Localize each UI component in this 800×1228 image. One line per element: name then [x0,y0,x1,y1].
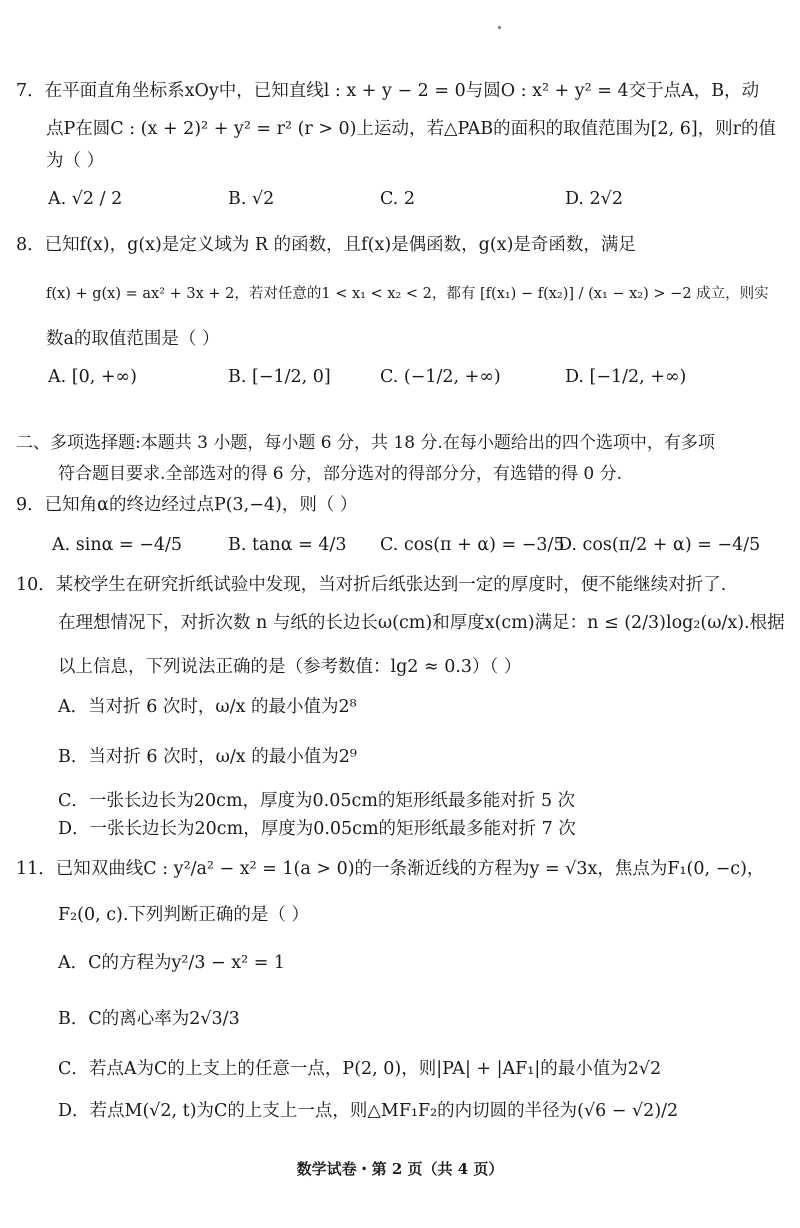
q7-line-1: 7．在平面直角坐标系xOy中，已知直线l : x + y − 2 = 0与圆O : x² + y² = 4交于点A，B，动 [16,81,760,101]
q8-line-3: 数a的取值范围是（ ） [46,329,220,349]
q10-line-1: 10．某校学生在研究折纸试验中发现，当对折后纸张达到一定的厚度时，便不能继续对折了. [16,575,727,595]
q11-option-a: A．C的方程为y²/3 − x² = 1 [58,953,286,973]
section-2-heading-line-1: 二、多项选择题:本题共 3 小题，每小题 6 分，共 18 分.在每小题给出的四个选项中，有多项 [16,433,715,453]
q8-line-1: 8．已知f(x)，g(x)是定义域为 R 的函数，且f(x)是偶函数，g(x)是奇函数，满足 [16,235,636,255]
q7-option-d: D. 2√2 [565,189,623,209]
q8-option-b: B. [−1/2, 0] [228,367,331,387]
q9-option-a: A. sinα = −4/5 [52,535,183,555]
q10-line-2: 在理想情况下，对折次数 n 与纸的长边长ω(cm)和厚度x(cm)满足：n ≤ (2/3)log₂(ω/x).根据 [58,613,785,633]
q10-option-b: B．当对折 6 次时，ω/x 的最小值为2⁹ [58,747,357,767]
q11-option-c: C．若点A为C的上支上的任意一点，P(2, 0)，则|PA| + |AF₁|的最小值为2√2 [58,1059,662,1079]
q11-option-d: D．若点M(√2, t)为C的上支上一点，则△MF₁F₂的内切圆的半径为(√6 − √2)/2 [58,1101,679,1121]
section-2-heading-line-2: 符合题目要求.全部选对的得 6 分，部分选对的得部分分，有选错的得 0 分. [58,464,623,484]
q8-option-d: D. [−1/2, +∞) [565,367,687,387]
q8-option-a: A. [0, +∞) [48,367,137,387]
q7-line-3: 为（ ） [46,151,105,171]
q11-line-2: F₂(0, c).下列判断正确的是（ ） [58,905,309,925]
q9-option-c: C. cos(π + α) = −3/5 [380,535,565,555]
q9-option-b: B. tanα = 4/3 [228,535,347,555]
q7-line-2: 点P在圆C : (x + 2)² + y² = r² (r > 0)上运动，若△PAB的面积的取值范围为[2, 6]，则r的值 [46,119,777,139]
q10-option-a: A．当对折 6 次时，ω/x 的最小值为2⁸ [58,697,357,717]
page-footer: 数学试卷・第 2 页（共 4 页） [296,1160,504,1178]
q8-line-2: f(x) + g(x) = ax² + 3x + 2，若对任意的1 < x₁ < x₂ < 2，都有 [f(x₁) − f(x₂)] / (x₁ − x₂) > −2 成立，则实 [46,286,769,302]
q10-option-c: C．一张长边长为20cm，厚度为0.05cm的矩形纸最多能对折 5 次 [58,791,576,811]
q11-option-b: B．C的离心率为2√3/3 [58,1009,240,1029]
scan-dot [498,26,501,29]
q10-line-3: 以上信息，下列说法正确的是（参考数值：lg2 ≈ 0.3）（ ） [58,657,522,677]
q8-option-c: C. (−1/2, +∞) [380,367,501,387]
q11-line-1: 11．已知双曲线C : y²/a² − x² = 1(a > 0)的一条渐近线的方程为y = √3x，焦点为F₁(0, −c)， [16,859,765,879]
q10-option-d: D．一张长边长为20cm，厚度为0.05cm的矩形纸最多能对折 7 次 [58,819,576,839]
q7-option-b: B. √2 [228,189,275,209]
q9-line-1: 9．已知角α的终边经过点P(3,−4)，则（ ） [16,495,358,515]
q9-option-d: D. cos(π/2 + α) = −4/5 [558,535,761,555]
q7-option-a: A. √2 / 2 [48,189,123,209]
q7-option-c: C. 2 [380,189,416,209]
